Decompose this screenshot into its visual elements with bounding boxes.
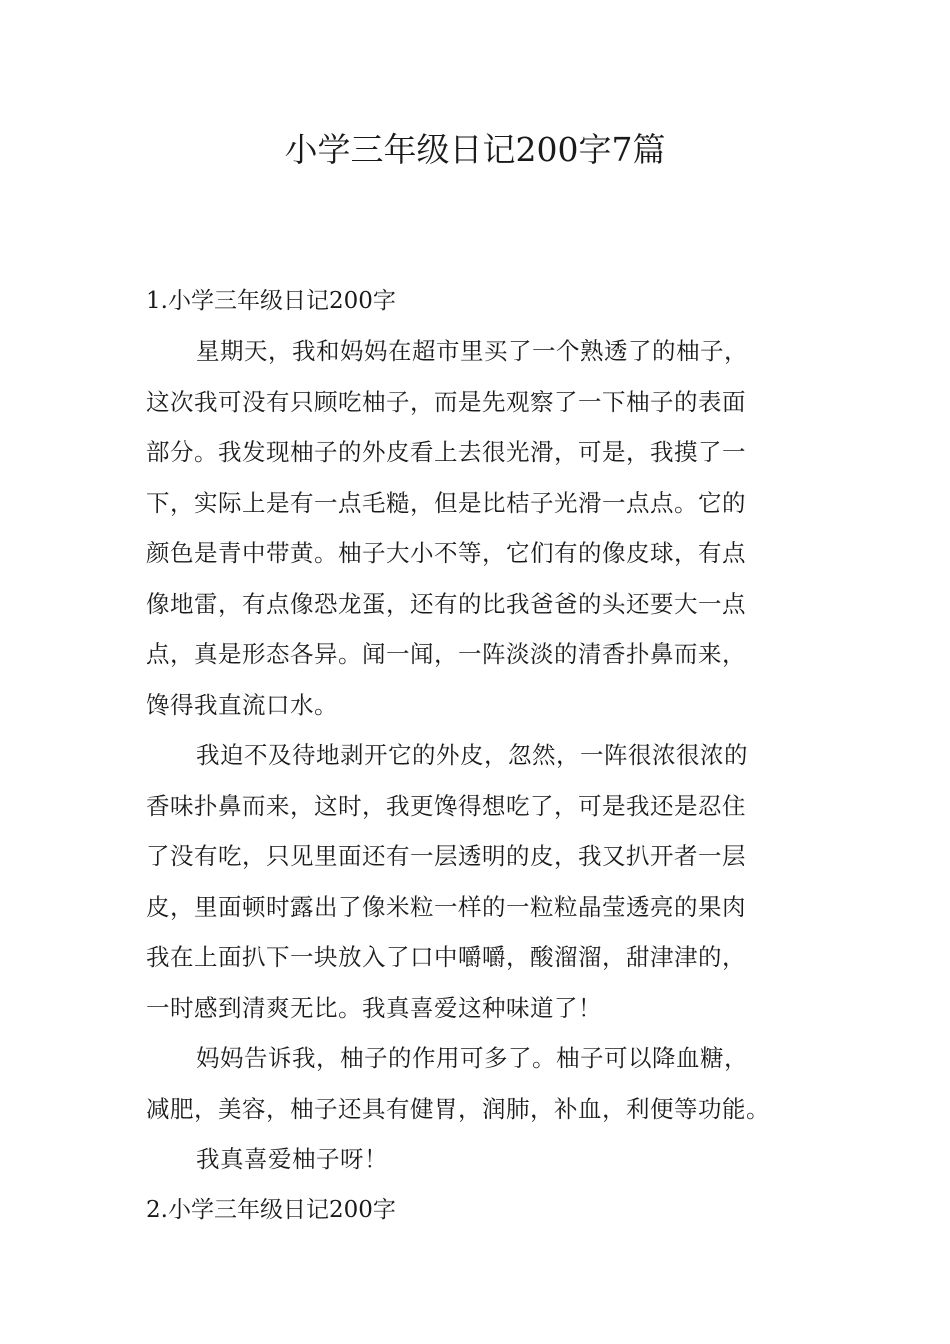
paragraph-line: 一时感到清爽无比。我真喜爱这种味道了！	[146, 993, 602, 1022]
paragraph-line: 这次我可没有只顾吃柚子，而是先观察了一下柚子的表面	[146, 387, 746, 416]
section-heading: 1.小学三年级日记200字	[146, 288, 396, 314]
paragraph-line: 像地雷，有点像恐龙蛋，还有的比我爸爸的头还要大一点	[146, 589, 746, 618]
paragraph-line: 点，真是形态各异。闻一闻，一阵淡淡的清香扑鼻而来，	[146, 640, 746, 668]
paragraph	[146, 326, 806, 730]
paragraph	[146, 1134, 806, 1185]
paragraph-line: 我在上面扒下一块放入了口中嚼嚼，酸溜溜，甜津津的，	[146, 943, 746, 971]
paragraph-line: 我迫不及待地剥开它的外皮，忽然，一阵很浓很浓的	[196, 741, 748, 769]
section-heading: 2.小学三年级日记200字	[146, 1196, 396, 1223]
paragraph-line: 皮，里面顿时露出了像米粒一样的一粒粒晶莹透亮的果肉	[146, 892, 746, 921]
paragraph	[146, 1033, 806, 1134]
paragraph-line: 部分。我发现柚子的外皮看上去很光滑，可是，我摸了一	[146, 438, 746, 466]
paragraph-line: 颜色是青中带黄。柚子大小不等，它们有的像皮球，有点	[146, 539, 746, 567]
paragraph-line: 我真喜爱柚子呀！	[196, 1145, 388, 1173]
paragraph-line: 馋得我直流口水。	[146, 690, 338, 719]
document-title: 小学三年级日记200字7篇	[284, 130, 666, 169]
paragraph-line: 星期天，我和妈妈在超市里买了一个熟透了的柚子，	[196, 337, 748, 365]
paragraph-line: 了没有吃，只见里面还有一层透明的皮，我又扒开者一层	[146, 842, 746, 870]
paragraph-line: 下，实际上是有一点毛糙，但是比桔子光滑一点点。它的	[146, 488, 746, 517]
paragraph	[146, 730, 806, 1033]
paragraph-line: 减肥，美容，柚子还具有健胃，润肺，补血，利便等功能。	[146, 1094, 770, 1123]
document-body	[146, 276, 806, 1235]
paragraph-line: 妈妈告诉我，柚子的作用可多了。柚子可以降血糖，	[196, 1044, 748, 1072]
paragraph-line: 香味扑鼻而来，这时，我更馋得想吃了，可是我还是忍住	[146, 791, 746, 820]
